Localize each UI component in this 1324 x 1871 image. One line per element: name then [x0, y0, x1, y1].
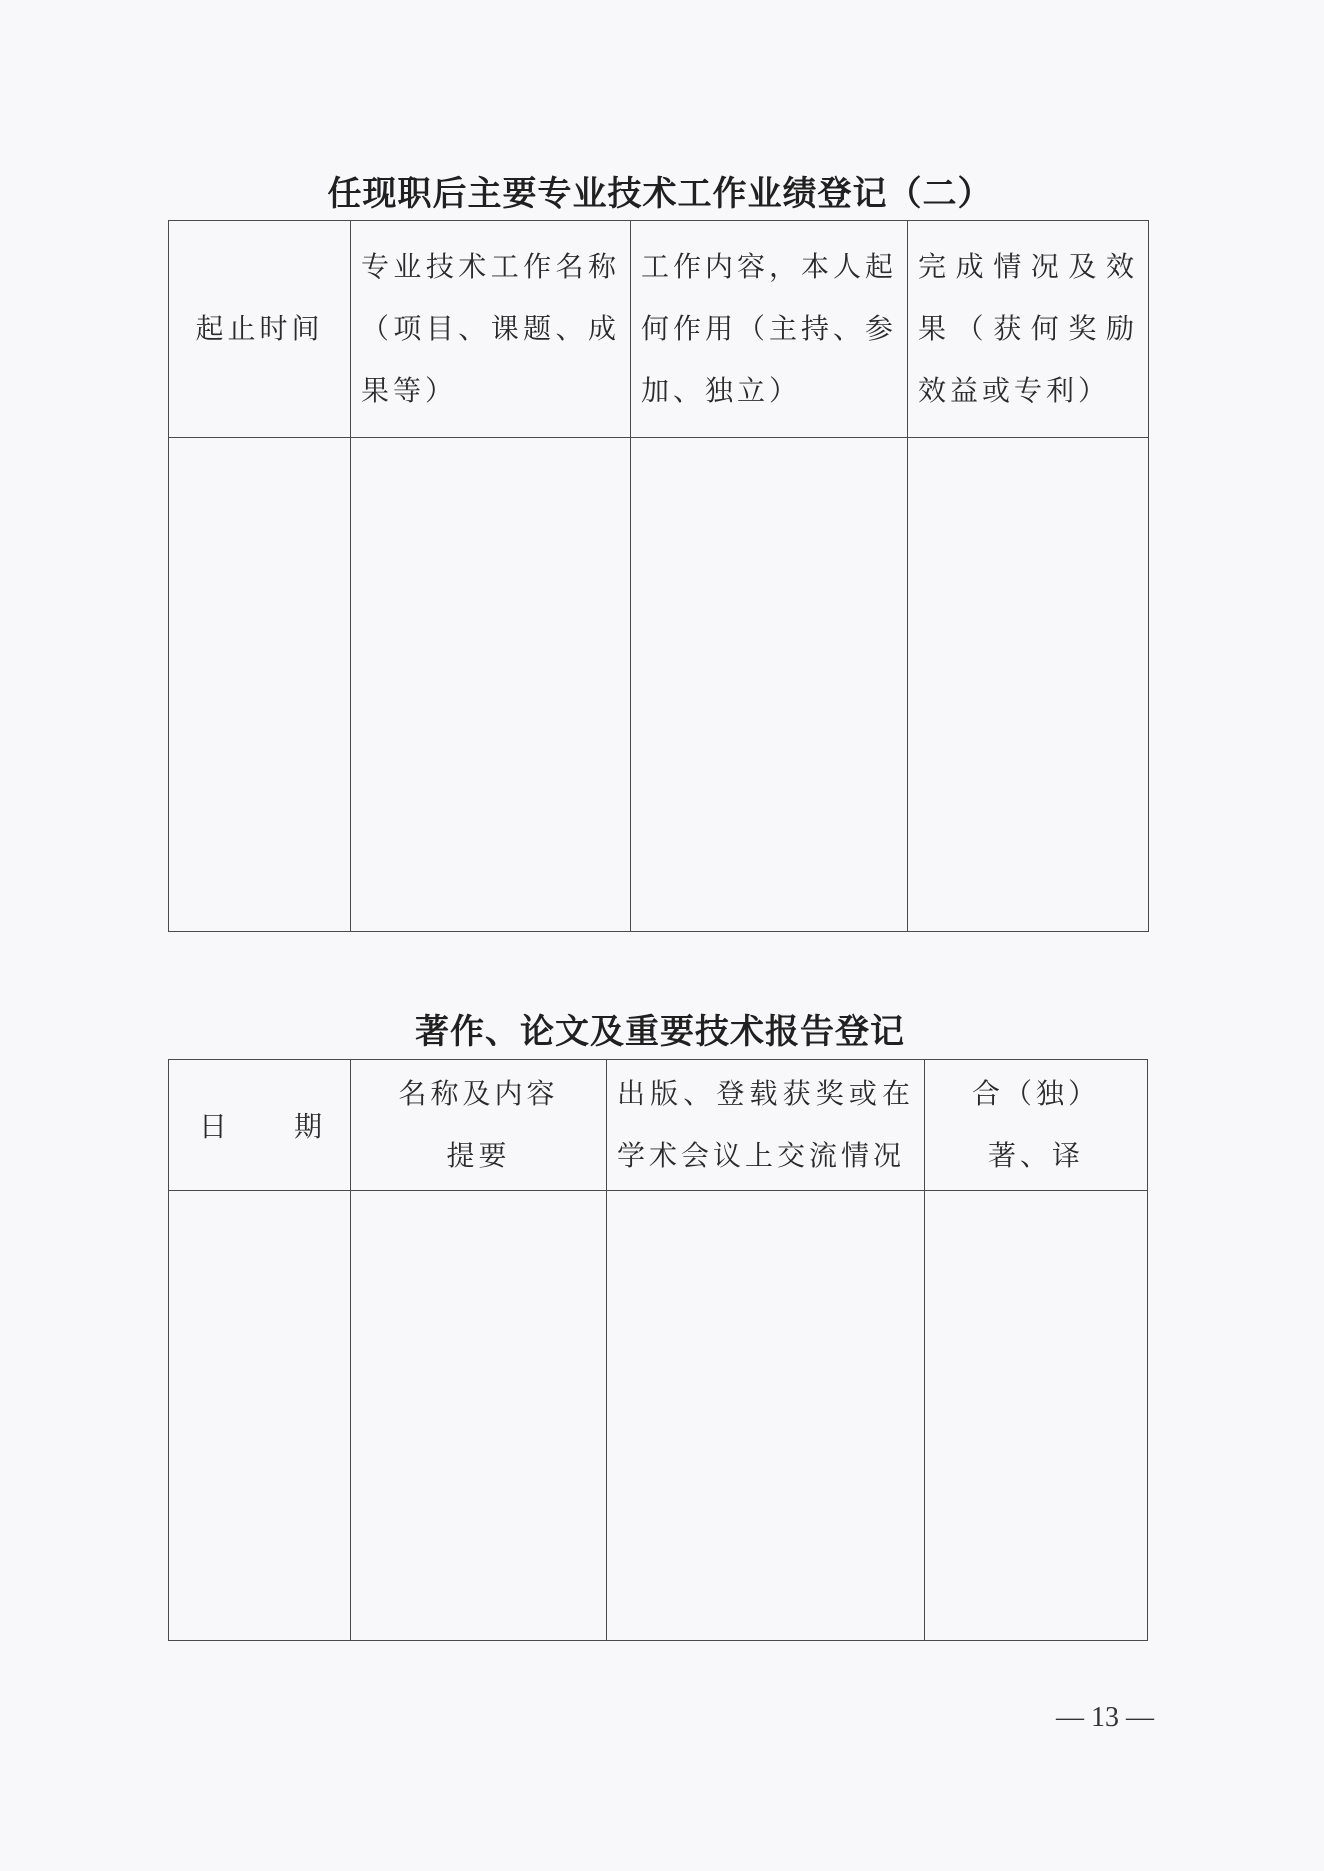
- header-authorship-line-2: 著、译: [987, 1139, 1084, 1172]
- header-cell-authorship: [925, 1060, 1148, 1191]
- header-cell-work-role: [631, 221, 908, 438]
- entry-cell-work-name[interactable]: [351, 438, 631, 932]
- header-cell-date: [169, 1060, 351, 1191]
- entry-cell-date[interactable]: [169, 1191, 351, 1641]
- entry-cell-period[interactable]: [169, 438, 351, 932]
- header-date-char-2: 期: [293, 1110, 322, 1143]
- header-cell-title-summary: [351, 1060, 607, 1191]
- page-number: — 13 —: [1056, 1702, 1154, 1733]
- achievements-table: [168, 220, 1149, 932]
- header-date-label: [169, 1105, 350, 1145]
- header-cell-results: [908, 221, 1149, 438]
- entry-cell-publication[interactable]: [607, 1191, 925, 1641]
- publications-section-title: 著作、论文及重要技术报告登记: [415, 1012, 905, 1052]
- header-work-name-label: 专业技术工作名称（项目、课题、成果等）: [361, 250, 620, 407]
- header-cell-period: [169, 221, 351, 438]
- header-cell-work-name: [351, 221, 631, 438]
- header-cell-publication: [607, 1060, 925, 1191]
- achievements-section-title: 任现职后主要专业技术工作业绩登记（二）: [327, 174, 993, 214]
- header-publication-label: 出版、登载获奖或在学术会议上交流情况: [617, 1077, 914, 1172]
- header-title-summary-label: 名称及内容提要: [398, 1077, 559, 1172]
- entry-cell-authorship[interactable]: [925, 1191, 1148, 1641]
- publications-table: [168, 1059, 1148, 1641]
- achievements-header-row: [169, 221, 1149, 438]
- entry-cell-title-summary[interactable]: [351, 1191, 607, 1641]
- header-authorship-line-1: 合（独）: [971, 1077, 1100, 1110]
- entry-cell-results[interactable]: [908, 438, 1149, 932]
- header-period-label: 起止时间: [195, 312, 324, 345]
- header-date-char-1: 日: [199, 1110, 228, 1143]
- entry-cell-work-role[interactable]: [631, 438, 908, 932]
- publications-entry-row: [169, 1191, 1148, 1641]
- header-authorship-label: [925, 1063, 1147, 1187]
- header-results-label: 完成情况及效果（获何奖励效益或专利）: [918, 250, 1138, 407]
- header-work-role-label: 工作内容，本人起何作用（主持、参加、独立）: [641, 250, 898, 407]
- publications-header-row: [169, 1060, 1148, 1191]
- achievements-entry-row: [169, 438, 1149, 932]
